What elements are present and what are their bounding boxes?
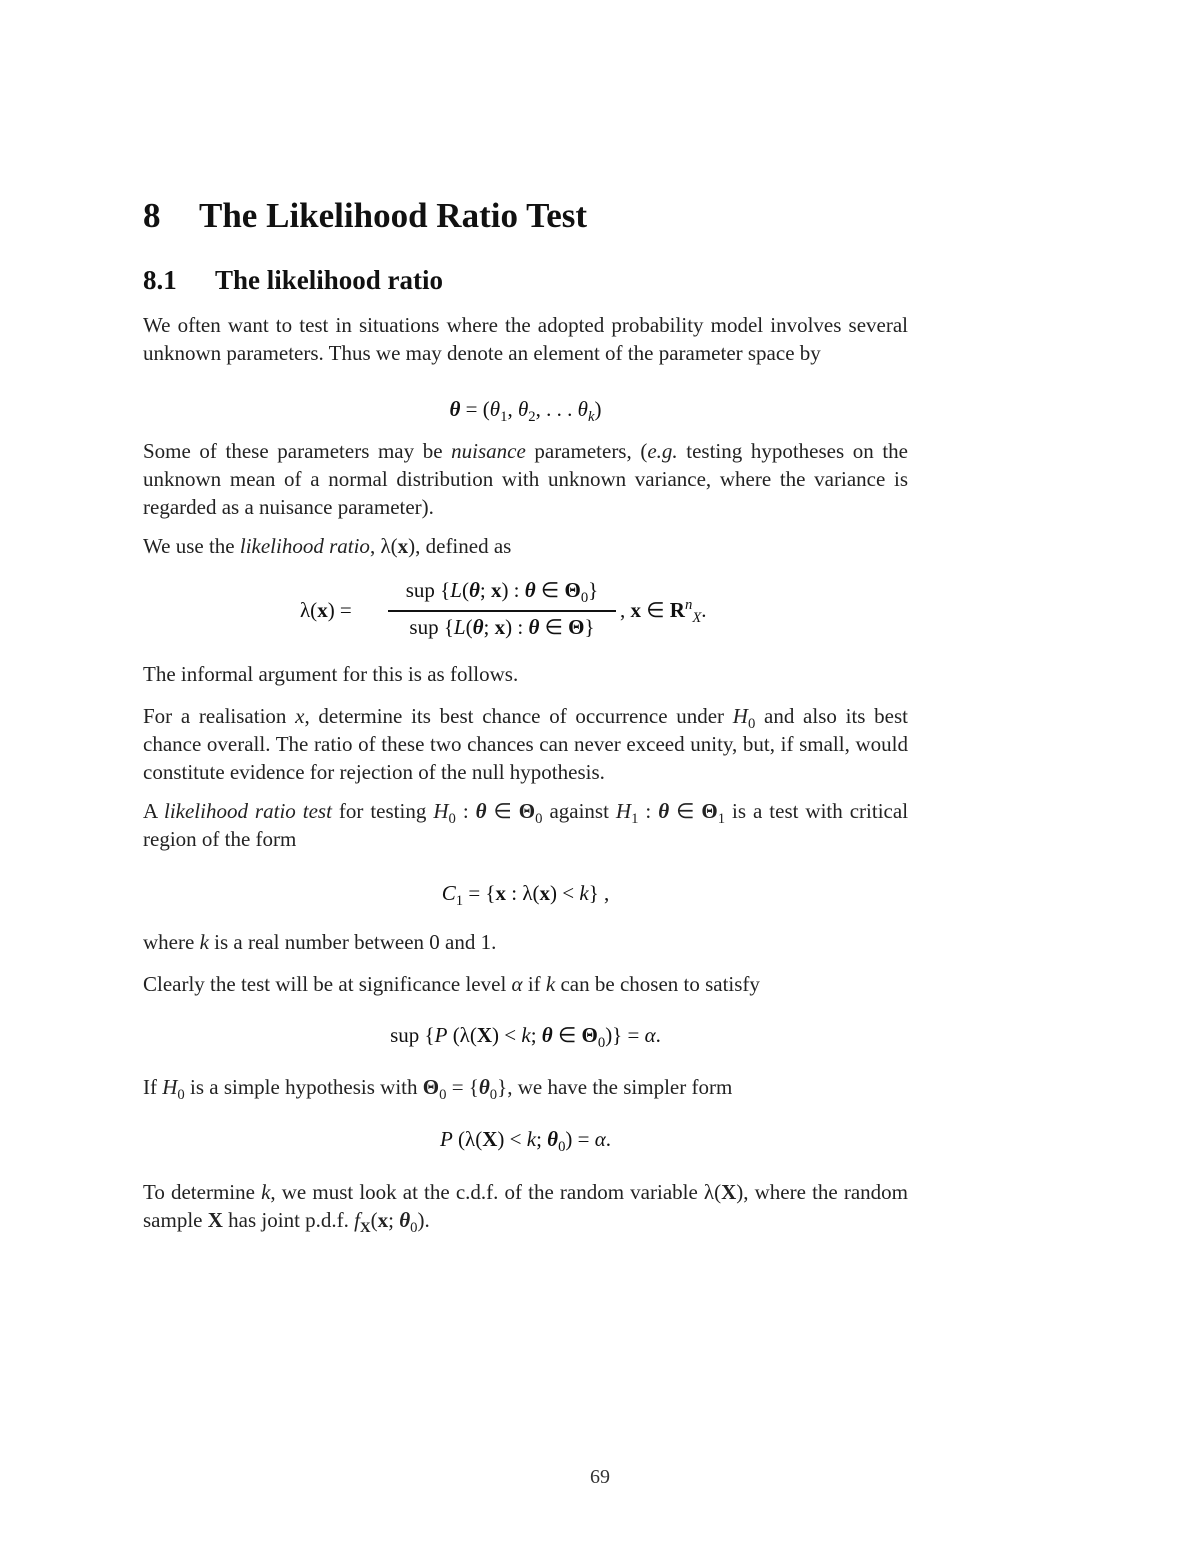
text-run: ) : — [501, 578, 525, 602]
text-run: , λ( — [369, 534, 398, 558]
text-run: Θ — [701, 799, 718, 823]
text-run: 0 — [177, 1087, 185, 1104]
paragraph — [143, 1073, 908, 1104]
text-run: : λ( — [506, 881, 540, 905]
text-run: testing hypotheses on the unknown mean of a normal distribution with unknown variance, where the variance is regarded as a nuisance parameter). — [143, 439, 908, 519]
text-run: 0 — [535, 811, 543, 828]
text-run: . — [655, 1023, 661, 1047]
text-run: θ — [478, 1075, 490, 1099]
text-run: k — [261, 1180, 271, 1204]
text-run: : — [638, 799, 659, 823]
text-run: H — [732, 704, 748, 728]
text-run: X — [692, 610, 702, 627]
text-run: ∈ — [539, 615, 569, 639]
text-run: θ — [524, 578, 536, 602]
text-run: (λ( — [447, 1023, 477, 1047]
subsection-title: The likelihood ratio — [215, 265, 444, 295]
text-run: e.g. — [647, 439, 678, 463]
equation-simple-form — [143, 1124, 908, 1154]
text-run: Some of these parameters may be — [143, 439, 452, 463]
text-run: 0 — [489, 1087, 498, 1104]
paragraph — [143, 797, 908, 853]
section-title: The Likelihood Ratio Test — [199, 196, 588, 235]
text-run: , . . . — [535, 397, 578, 421]
fraction-bar — [388, 610, 616, 612]
text-run: ∈ — [535, 578, 565, 602]
equation-critical-region — [143, 878, 908, 908]
text-run: θ — [517, 397, 529, 421]
text-run: α — [511, 972, 523, 996]
text-run: θ — [472, 615, 484, 639]
text-run: L — [453, 615, 466, 639]
text-run: k — [521, 1023, 531, 1047]
paragraph — [143, 970, 908, 998]
text-run: α — [644, 1023, 656, 1047]
text-run: 0 — [439, 1087, 447, 1104]
text-run: x — [539, 881, 551, 905]
text-run: ( — [461, 578, 469, 602]
text-run: ) < — [497, 1127, 527, 1151]
text-run: 0 — [580, 590, 589, 607]
text-run: n — [684, 597, 693, 613]
text-run: X — [207, 1208, 223, 1232]
text-run: ∈ — [552, 1023, 582, 1047]
text-run: and also its best chance overall. The ratio of these two chances can never exceed unity, but, if small, would constitute evidence for rejection of the null hypothesis. — [143, 704, 908, 784]
text-run: X — [482, 1127, 498, 1151]
text-run: ; — [483, 615, 495, 639]
equation-domain — [620, 597, 707, 627]
text-run: against — [542, 799, 616, 823]
text-run: R — [669, 598, 685, 622]
text-run: We often want to test in situations where the adopted probability model involves several unknown parameters. Thus we may denote an element of the parameter space by — [143, 313, 908, 365]
text-run: x — [377, 1208, 389, 1232]
text-run: X — [360, 1220, 371, 1237]
text-run: = { — [463, 881, 496, 905]
text-run: 1 — [455, 893, 464, 910]
text-run: To determine — [143, 1180, 262, 1204]
text-run: ; — [536, 1127, 548, 1151]
paragraph — [143, 311, 908, 367]
text-run: θ — [449, 397, 461, 421]
text-run: Θ — [518, 799, 536, 823]
fraction-denominator — [388, 615, 616, 640]
text-run: Θ — [422, 1075, 440, 1099]
text-run: θ — [541, 1023, 553, 1047]
text-run: θ — [399, 1208, 411, 1232]
text-run: has joint p.d.f. — [222, 1208, 355, 1232]
text-run: θ — [489, 397, 501, 421]
text-run: 1 — [631, 811, 639, 828]
text-run: is a test with critical region of the form — [143, 799, 909, 851]
text-run: , — [507, 397, 518, 421]
subsection-heading — [143, 262, 443, 298]
text-run: } — [588, 578, 599, 602]
text-run: k — [526, 1127, 537, 1151]
text-run: ) — [594, 397, 602, 421]
text-run: θ — [547, 1127, 559, 1151]
text-run: ; — [388, 1208, 400, 1232]
text-run: X — [476, 1023, 493, 1047]
text-run: x — [494, 615, 506, 639]
text-run: k — [579, 881, 589, 905]
equation-lhs — [300, 598, 352, 623]
text-run: ) : — [505, 615, 529, 639]
paragraph — [143, 660, 908, 688]
text-run: 1 — [500, 409, 508, 426]
paragraph — [143, 928, 908, 956]
text-run: } , — [588, 881, 610, 905]
equation-significance-level — [143, 1020, 908, 1050]
page-number: 69 — [590, 1466, 610, 1488]
text-run: λ( — [300, 598, 318, 622]
text-run: ), defined as — [408, 534, 512, 558]
text-run: ∈ — [669, 799, 702, 823]
equation-likelihood-ratio — [300, 578, 770, 648]
text-run: H — [615, 799, 632, 823]
text-run: : — [455, 799, 476, 823]
text-run: For a realisation — [143, 704, 296, 728]
text-run: ), where the random sample — [143, 1180, 908, 1232]
text-run: 2 — [528, 409, 536, 426]
text-run: θ — [475, 799, 487, 823]
text-run: Clearly the test will be at significance level — [143, 972, 512, 996]
text-run: likelihood ratio — [239, 534, 370, 558]
text-run: ; — [530, 1023, 542, 1047]
text-run: If — [143, 1075, 163, 1099]
text-run: = { — [446, 1075, 479, 1099]
text-run: X — [721, 1180, 737, 1204]
text-run: ∈ — [486, 799, 519, 823]
text-run: 0 — [448, 811, 456, 828]
text-run: 1 — [717, 811, 726, 828]
text-run: , determine its best chance of occurrence under — [304, 704, 733, 728]
text-run: )} = — [605, 1023, 645, 1047]
text-run: H — [433, 799, 449, 823]
text-run: for testing — [331, 799, 434, 823]
paragraph — [143, 1178, 908, 1237]
subsection-number: 8.1 — [143, 265, 177, 295]
text-run: P — [439, 1127, 453, 1151]
equation-parameter-vector — [143, 394, 908, 424]
text-run: is a real number between 0 and 1. — [208, 930, 497, 954]
fraction-numerator — [388, 578, 616, 607]
text-run: sup { — [409, 615, 454, 639]
text-run: ) = — [327, 598, 352, 622]
text-run: We use the — [143, 534, 240, 558]
text-run: H — [162, 1075, 178, 1099]
text-run: = ( — [460, 397, 490, 421]
text-run: . — [605, 1127, 612, 1151]
text-run: ) < — [550, 881, 580, 905]
text-run: α — [594, 1127, 606, 1151]
text-run: ; — [479, 578, 491, 602]
text-run: ) = — [565, 1127, 595, 1151]
paragraph — [143, 702, 908, 786]
text-run: where — [143, 930, 200, 954]
text-run: θ — [528, 615, 540, 639]
section-number: 8 — [143, 196, 161, 235]
text-run: ∈ — [641, 598, 670, 622]
text-run: if — [522, 972, 546, 996]
text-run: sup { — [405, 578, 451, 602]
paragraph — [143, 437, 908, 521]
text-run: . — [701, 598, 707, 622]
text-run: sup { — [390, 1023, 435, 1047]
text-run: 0 — [558, 1139, 566, 1156]
text-run: likelihood ratio test — [163, 799, 332, 823]
text-run: 0 — [410, 1220, 418, 1237]
text-run: can be chosen to satisfy — [555, 972, 760, 996]
text-run: θ — [658, 799, 670, 823]
section-heading — [143, 192, 587, 240]
text-run: 0 — [747, 716, 756, 733]
text-run: is a simple hypothesis with — [184, 1075, 423, 1099]
text-run: x — [630, 598, 641, 622]
paragraph — [143, 532, 908, 560]
text-run: 0 — [597, 1035, 606, 1052]
text-run: θ — [468, 578, 480, 602]
text-run: ). — [417, 1208, 430, 1232]
text-run: Θ — [564, 578, 581, 602]
text-run: , we must look at the c.d.f. of the random variable λ( — [270, 1180, 722, 1204]
text-run: P — [434, 1023, 448, 1047]
text-run: x — [317, 598, 328, 622]
text-run: f — [354, 1208, 360, 1232]
text-run: nuisance — [451, 439, 526, 463]
text-run: The informal argument for this is as follows. — [143, 662, 519, 686]
text-run: k — [545, 972, 556, 996]
text-run: x — [295, 704, 305, 728]
text-run: C — [441, 881, 456, 905]
text-run: x — [495, 881, 506, 905]
text-run: } — [584, 615, 595, 639]
text-run: }, we have the simpler form — [497, 1075, 733, 1099]
text-run: ( — [370, 1208, 378, 1232]
text-run: ( — [465, 615, 473, 639]
text-run: ) < — [492, 1023, 522, 1047]
text-run: L — [450, 578, 462, 602]
text-run: Θ — [568, 615, 585, 639]
text-run: θ — [577, 397, 588, 421]
text-run: Θ — [581, 1023, 598, 1047]
text-run: A — [143, 799, 164, 823]
text-run: , — [620, 598, 631, 622]
text-run: (λ( — [452, 1127, 483, 1151]
text-run: k — [587, 409, 595, 426]
text-run: x — [490, 578, 502, 602]
text-run: x — [397, 534, 409, 558]
text-run: parameters, ( — [525, 439, 648, 463]
text-run: k — [199, 930, 209, 954]
